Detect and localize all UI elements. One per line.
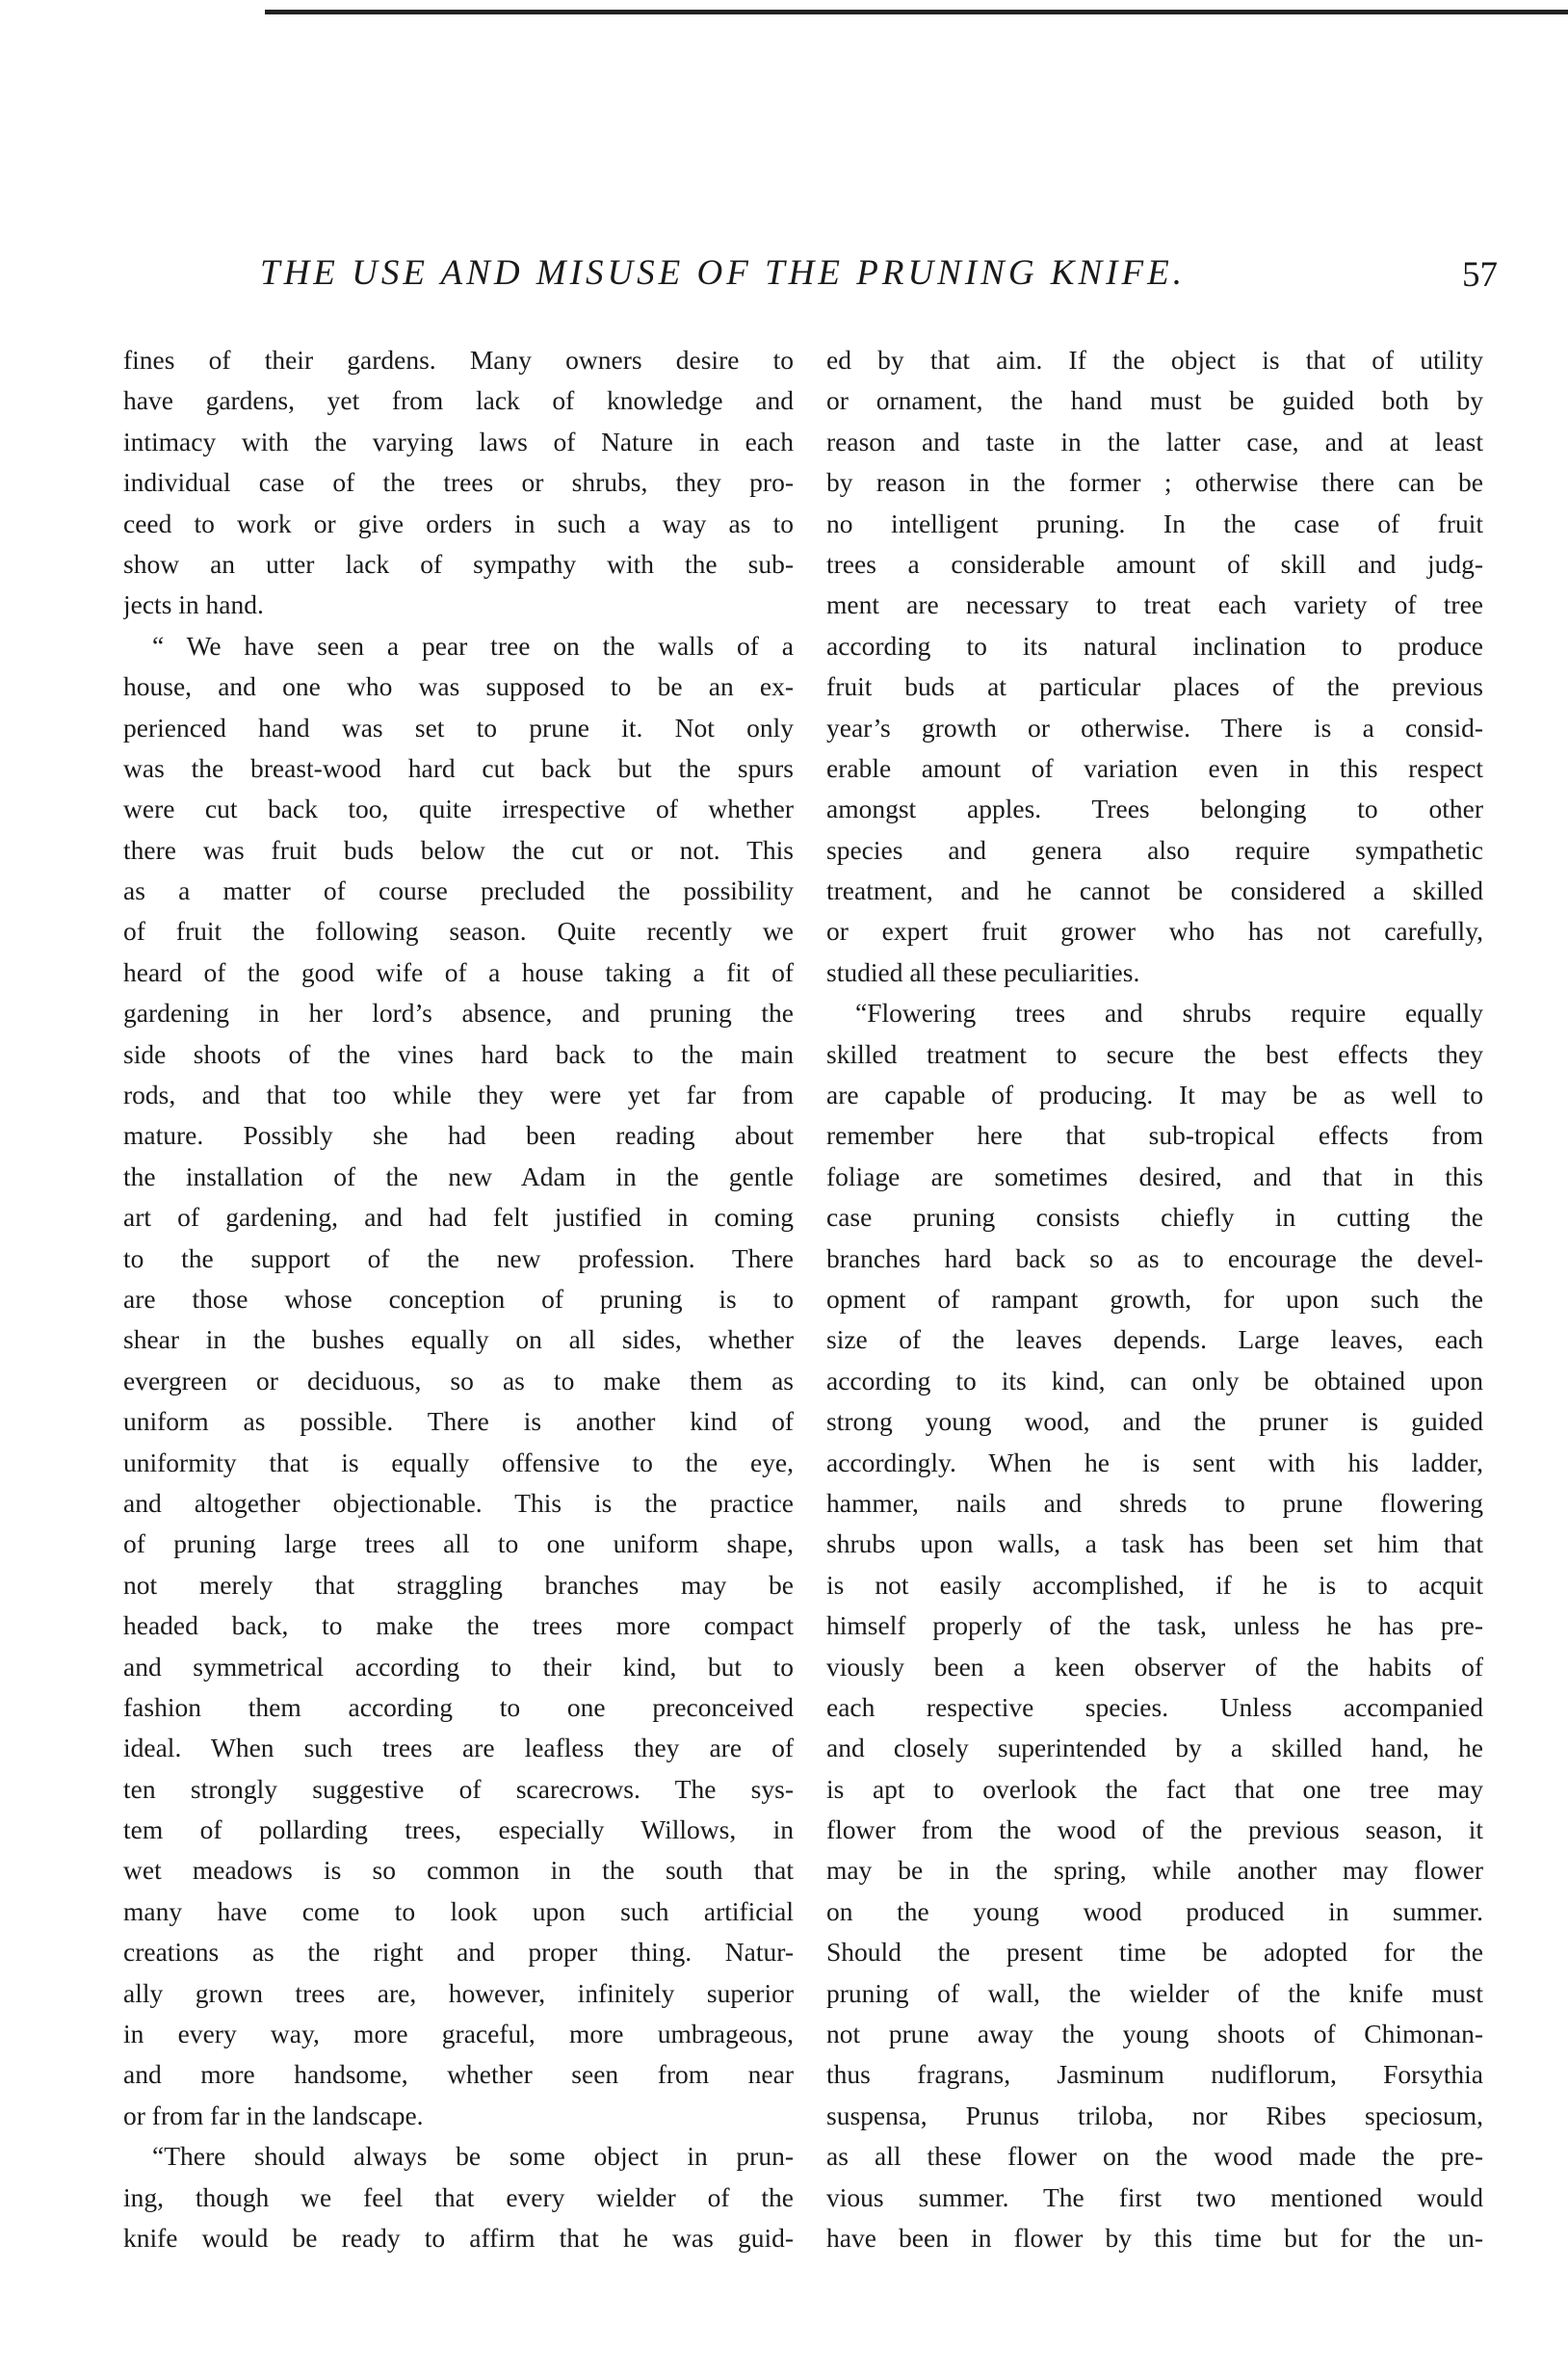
text-line: individual case of the trees or shrubs, they pro- bbox=[123, 467, 794, 498]
text-line: and symmetrical according to their kind, but to bbox=[123, 1651, 794, 1682]
text-line: uniformity that is equally offensive to the eye, bbox=[123, 1447, 794, 1477]
text-line: ed by that aim. If the object is that of utility bbox=[826, 345, 1483, 375]
text-line: have gardens, yet from lack of knowledge and bbox=[123, 385, 794, 416]
text-line: foliage are sometimes desired, and that in this bbox=[826, 1161, 1483, 1191]
text-line: ten strongly suggestive of scarecrows. The sys- bbox=[123, 1773, 794, 1804]
text-line: have been in flower by this time but for the un- bbox=[826, 2222, 1483, 2253]
text-line: studied all these peculiarities. bbox=[826, 956, 1140, 987]
text-line: evergreen or deciduous, so as to make them as bbox=[123, 1365, 794, 1396]
text-line: viously been a keen observer of the habits of bbox=[826, 1651, 1483, 1682]
text-line: species and genera also require sympathetic bbox=[826, 834, 1483, 865]
text-line: rods, and that too while they were yet far from bbox=[123, 1080, 794, 1110]
text-line: ally grown trees are, however, infinitely superior bbox=[123, 1977, 794, 2008]
text-line: to the support of the new profession. There bbox=[123, 1242, 794, 1273]
text-line: skilled treatment to secure the best effects they bbox=[826, 1038, 1483, 1069]
text-line: art of gardening, and had felt justified in coming bbox=[123, 1202, 794, 1233]
text-column-right bbox=[826, 340, 1483, 2258]
text-line: ceed to work or give orders in such a way as to bbox=[123, 508, 794, 538]
text-line: show an utter lack of sympathy with the sub- bbox=[123, 548, 794, 579]
text-line: according to its kind, can only be obtained upon bbox=[826, 1365, 1483, 1396]
text-line: is apt to overlook the fact that one tree may bbox=[826, 1773, 1483, 1804]
text-line: gardening in her lord’s absence, and pruning the bbox=[123, 998, 794, 1029]
text-line: fashion them according to one preconceived bbox=[123, 1691, 794, 1722]
text-line: perienced hand was set to prune it. Not only bbox=[123, 712, 794, 743]
text-line: shear in the bushes equally on all sides, whether bbox=[123, 1324, 794, 1355]
text-line: the installation of the new Adam in the gentle bbox=[123, 1161, 794, 1191]
text-line: fruit buds at particular places of the previous bbox=[826, 671, 1483, 702]
text-line: are those whose conception of pruning is to bbox=[123, 1283, 794, 1314]
text-line: hammer, nails and shreds to prune flowering bbox=[826, 1487, 1483, 1518]
text-line: and closely superintended by a skilled hand, he bbox=[826, 1733, 1483, 1763]
text-line: many have come to look upon such artificial bbox=[123, 1895, 794, 1926]
text-line: or expert fruit grower who has not carefully, bbox=[826, 916, 1483, 947]
text-line: fines of their gardens. Many owners desire to bbox=[123, 345, 794, 375]
text-line: and altogether objectionable. This is the practice bbox=[123, 1487, 794, 1518]
text-line: vious summer. The first two mentioned would bbox=[826, 2181, 1483, 2212]
text-line: reason and taste in the latter case, and at least bbox=[826, 426, 1483, 457]
text-line: not prune away the young shoots of Chimonan- bbox=[826, 2019, 1483, 2049]
text-line: house, and one who was supposed to be an ex- bbox=[123, 671, 794, 702]
text-line: flower from the wood of the previous season, it bbox=[826, 1814, 1483, 1845]
running-title: THE USE AND MISUSE OF THE PRUNING KNIFE. bbox=[260, 253, 1186, 293]
text-line: uniform as possible. There is another kind of bbox=[123, 1406, 794, 1437]
page-number: 57 bbox=[1462, 255, 1498, 295]
text-line: wet meadows is so common in the south that bbox=[123, 1855, 794, 1886]
text-line: creations as the right and proper thing. Natur- bbox=[123, 1937, 794, 1968]
text-line: by reason in the former ; otherwise there can be bbox=[826, 467, 1483, 498]
text-line: Should the present time be adopted for the bbox=[826, 1937, 1483, 1968]
text-line: ing, though we feel that every wielder of the bbox=[123, 2181, 794, 2212]
text-line: ideal. When such trees are leafless they are of bbox=[123, 1733, 794, 1763]
text-column-left bbox=[123, 340, 794, 2258]
text-line: “Flowering trees and shrubs require equally bbox=[855, 998, 1483, 1029]
text-line: side shoots of the vines hard back to the main bbox=[123, 1038, 794, 1069]
text-line: no intelligent pruning. In the case of fruit bbox=[826, 508, 1483, 538]
text-line: knife would be ready to affirm that he was guid- bbox=[123, 2222, 794, 2253]
text-line: himself properly of the task, unless he has pre- bbox=[826, 1610, 1483, 1641]
text-line: case pruning consists chiefly in cutting the bbox=[826, 1202, 1483, 1233]
text-line: according to its natural inclination to produce bbox=[826, 630, 1483, 661]
text-line: suspensa, Prunus triloba, nor Ribes speciosum, bbox=[826, 2100, 1483, 2130]
text-line: “There should always be some object in prun- bbox=[152, 2141, 794, 2172]
text-line: headed back, to make the trees more compact bbox=[123, 1610, 794, 1641]
text-line: jects in hand. bbox=[123, 589, 264, 620]
text-line: branches hard back so as to encourage the devel- bbox=[826, 1242, 1483, 1273]
text-line: of fruit the following season. Quite recently we bbox=[123, 916, 794, 947]
text-line: “ We have seen a pear tree on the walls of a bbox=[152, 630, 794, 661]
text-line: were cut back too, quite irrespective of whether bbox=[123, 794, 794, 824]
text-line: ment are necessary to treat each variety of tree bbox=[826, 589, 1483, 620]
text-line: strong young wood, and the pruner is guided bbox=[826, 1406, 1483, 1437]
text-line: heard of the good wife of a house taking a fit of bbox=[123, 956, 794, 987]
text-line: tem of pollarding trees, especially Willows, in bbox=[123, 1814, 794, 1845]
text-line: on the young wood produced in summer. bbox=[826, 1895, 1483, 1926]
text-line: size of the leaves depends. Large leaves, each bbox=[826, 1324, 1483, 1355]
text-line: shrubs upon walls, a task has been set him that bbox=[826, 1528, 1483, 1559]
text-line: opment of rampant growth, for upon such the bbox=[826, 1283, 1483, 1314]
text-line: year’s growth or otherwise. There is a consid- bbox=[826, 712, 1483, 743]
text-line: is not easily accomplished, if he is to acquit bbox=[826, 1569, 1483, 1600]
text-line: are capable of producing. It may be as well to bbox=[826, 1080, 1483, 1110]
top-rule bbox=[265, 10, 1568, 14]
running-head bbox=[260, 252, 1498, 300]
text-line: as all these flower on the wood made the pre- bbox=[826, 2141, 1483, 2172]
text-line: erable amount of variation even in this respect bbox=[826, 752, 1483, 783]
text-line: was the breast-wood hard cut back but the spurs bbox=[123, 752, 794, 783]
text-line: or ornament, the hand must be guided both by bbox=[826, 385, 1483, 416]
text-line: mature. Possibly she had been reading about bbox=[123, 1120, 794, 1151]
text-line: each respective species. Unless accompanied bbox=[826, 1691, 1483, 1722]
text-line: or from far in the landscape. bbox=[123, 2100, 424, 2130]
text-line: may be in the spring, while another may flower bbox=[826, 1855, 1483, 1886]
text-line: trees a considerable amount of skill and judg- bbox=[826, 548, 1483, 579]
text-line: not merely that straggling branches may be bbox=[123, 1569, 794, 1600]
text-line: as a matter of course precluded the possibility bbox=[123, 875, 794, 906]
text-line: accordingly. When he is sent with his ladder, bbox=[826, 1447, 1483, 1477]
text-line: there was fruit buds below the cut or not. This bbox=[123, 834, 794, 865]
text-line: treatment, and he cannot be considered a skilled bbox=[826, 875, 1483, 906]
text-line: in every way, more graceful, more umbrageous, bbox=[123, 2019, 794, 2049]
text-line: and more handsome, whether seen from near bbox=[123, 2059, 794, 2090]
text-line: remember here that sub-tropical effects from bbox=[826, 1120, 1483, 1151]
text-line: thus fragrans, Jasminum nudiflorum, Forsythia bbox=[826, 2059, 1483, 2090]
text-line: intimacy with the varying laws of Nature in each bbox=[123, 426, 794, 457]
text-line: amongst apples. Trees belonging to other bbox=[826, 794, 1483, 824]
text-line: pruning of wall, the wielder of the knife must bbox=[826, 1977, 1483, 2008]
text-line: of pruning large trees all to one uniform shape, bbox=[123, 1528, 794, 1559]
